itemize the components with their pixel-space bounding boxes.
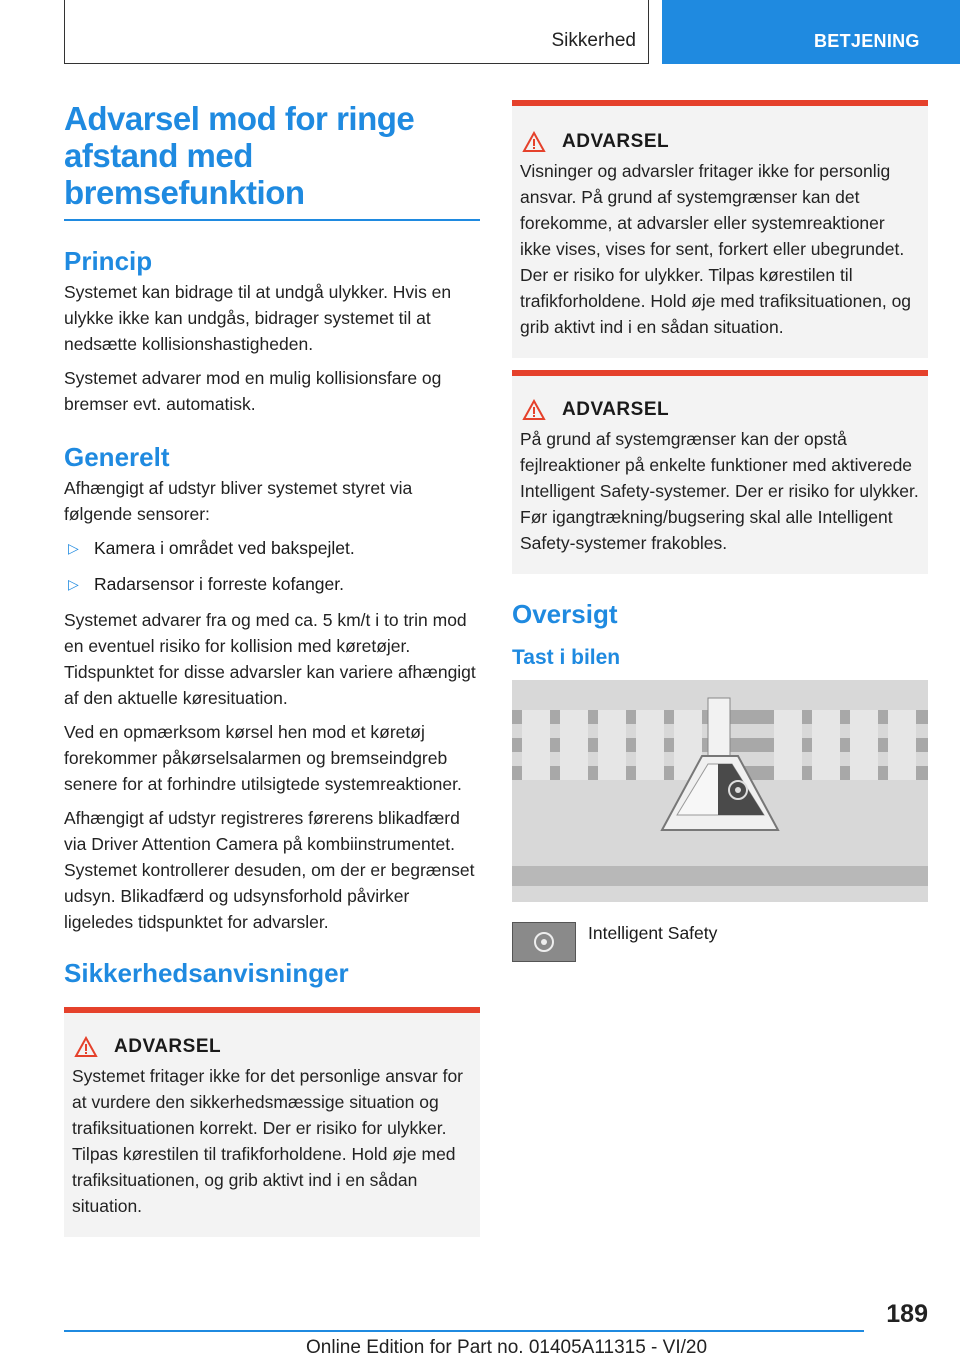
warning-text: Visninger og advarsler fritager ikke for personlig ansvar. På grund af systemgrænser kan det forekomme, at advarsler eller systemreaktioner ikke vises, vises for sent, forkert eller ubegrundet. Der er risiko for ulykker. Tilpas kørestilen til trafikforholdene. Hold øje med trafiksituationen, og grib aktivt ind i en sådan situation. — [520, 161, 912, 337]
list-item-text: Kamera i området ved bakspejlet. — [94, 537, 355, 558]
list-item-text: Radarsensor i forreste kofanger. — [94, 573, 344, 594]
legend-label: Intelligent Safety — [588, 923, 718, 943]
warning-text: Systemet fritager ikke for det personlige ansvar for at vurdere den sikkerhedsmæssige situation og trafiksituationen korrekt. Der er risiko for ulykker. Tilpas kørestilen til trafikforholdene. Hold øje med trafiksituationen, og grib aktivt ind i en sådan situation. — [72, 1065, 464, 1216]
heading-principle: Princip — [64, 245, 153, 276]
dashboard-button-illustration — [512, 680, 928, 902]
warning-text: På grund af systemgrænser kan der opstå fejlreaktioner på enkelte funktioner med aktiverede Intelligent Safety-systemer. Der er risiko for ulykker. Før igangtrækning/bugsering skal alle Intelligent Safety-systemer frakobles. — [520, 429, 919, 553]
page-title: Advarsel mod for ringe afstand med bremsefunktion — [64, 100, 415, 211]
principle-paragraph-2: Systemet advarer mod en mulig kollisionsfare og bremser evt. automatisk. — [64, 367, 442, 414]
general-paragraph-1: Afhængigt af udstyr bliver systemet styret via følgende sensorer: — [64, 477, 413, 524]
warning-box — [64, 1007, 480, 1237]
intelligent-safety-button-icon — [512, 922, 576, 962]
heading-overview: Oversigt — [512, 599, 618, 629]
footer-edition: Online Edition for Part no. 01405A11315 - VI/20 — [306, 1337, 708, 1358]
general-paragraph-4: Afhængigt af udstyr registreres førerens blikadfærd via Driver Attention Camera på kombiinstrumentet. Systemet kontrollerer desuden, om der er begrænset udsyn. Blikadfærd og udsynsforhold påvirker ligeledes tidspunktet for advarsler. — [64, 807, 475, 932]
general-paragraph-2: Systemet advarer fra og med ca. 5 km/t i to trin mod en eventuel risiko for kollision med køretøjer. Tidspunktet for disse advarsler kan variere afhængigt af den aktuelle køresituation. — [64, 609, 476, 708]
list-item — [64, 535, 480, 561]
list-item — [64, 571, 480, 597]
bullet-triangle-icon: ▷ — [68, 575, 79, 592]
left-column — [64, 100, 480, 1237]
header-section-label: Sikkerhed — [551, 30, 636, 51]
heading-general: Generelt — [64, 441, 170, 472]
warning-triangle-icon — [522, 131, 546, 153]
heading-button-in-car: Tast i bilen — [512, 646, 621, 669]
title-rule — [64, 219, 480, 221]
principle-paragraph-1: Systemet kan bidrage til at undgå ulykker. Hvis en ulykke ikke kan undgås, bidrager systemet til at nedsætte kollisionshastigheden. — [64, 281, 452, 354]
warning-title: ADVARSEL — [562, 131, 670, 152]
page-number: 189 — [886, 1300, 928, 1328]
heading-safety: Sikkerhedsanvisninger — [64, 957, 349, 988]
right-column — [512, 100, 928, 962]
footer-rule — [64, 1330, 864, 1332]
header-section-box — [64, 0, 649, 64]
header-chapter-label: BETJENING — [814, 31, 920, 51]
warning-triangle-icon — [522, 399, 546, 421]
legend-row — [512, 922, 928, 962]
general-paragraph-3: Ved en opmærksom kørsel hen mod et køretøj forekommer påkørselsalarmen og bremseindgreb senere for at forhindre utilsigtede systemreaktioner. — [64, 721, 462, 794]
warning-box — [512, 370, 928, 574]
header-chapter-tab — [662, 0, 960, 64]
button-photo — [512, 680, 928, 902]
warning-triangle-icon — [74, 1036, 98, 1058]
warning-title: ADVARSEL — [562, 399, 670, 420]
warning-title: ADVARSEL — [114, 1035, 222, 1057]
bullet-triangle-icon: ▷ — [68, 539, 79, 556]
warning-box — [512, 100, 928, 358]
